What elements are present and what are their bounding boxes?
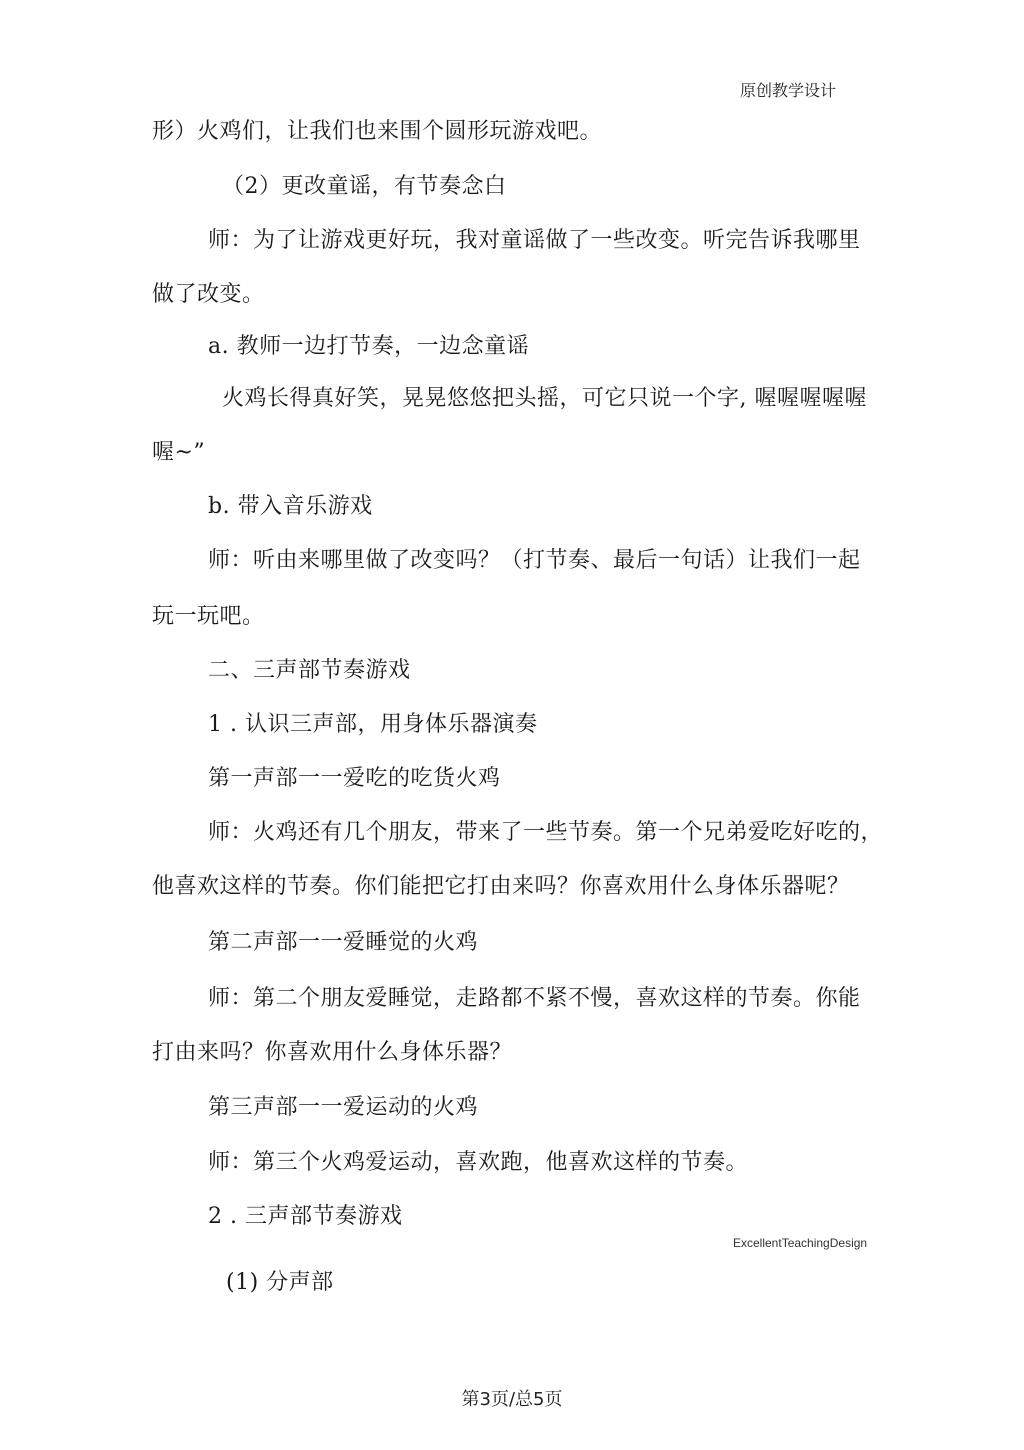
text-line: 师：为了让游戏更好玩，我对童谣做了一些改变。听完告诉我哪里 xyxy=(208,228,861,253)
header-label: 原创教学设计 xyxy=(740,81,837,100)
text-line: 喔~” xyxy=(152,440,206,465)
footer-tag: ExcellentTeachingDesign xyxy=(733,1236,868,1250)
text-line: 师：火鸡还有几个朋友，带来了一些节奏。第一个兄弟爱吃好吃的， xyxy=(208,820,884,845)
subsection-heading: 2 . 三声部节奏游戏 xyxy=(208,1204,403,1229)
text-line: （2）更改童谣，有节奏念白 xyxy=(222,174,507,199)
text-line: 第二声部一一爱睡觉的火鸡 xyxy=(208,930,479,955)
text-line: 玩一玩吧。 xyxy=(152,604,265,629)
text-line: 做了改变。 xyxy=(152,282,265,307)
text-line: 火鸡长得真好笑，晃晃悠悠把头摇，可它只说一个字, 喔喔喔喔喔 xyxy=(222,386,867,411)
text-line: a. 教师一边打节奏，一边念童谣 xyxy=(208,334,530,359)
text-line: 师：第三个火鸡爱运动，喜欢跑，他喜欢这样的节奏。 xyxy=(208,1150,749,1175)
text-line: 师：听由来哪里做了改变吗？（打节奏、最后一句话）让我们一起 xyxy=(208,548,861,573)
text-line: 打由来吗？你喜欢用什么身体乐器？ xyxy=(152,1040,513,1065)
text-line: 第一声部一一爱吃的吃货火鸡 xyxy=(208,766,501,791)
text-line: b. 带入音乐游戏 xyxy=(208,494,373,519)
text-line: 形）火鸡们，让我们也来围个圆形玩游戏吧。 xyxy=(152,119,603,144)
text-line: 师：第二个朋友爱睡觉，走路都不紧不慢，喜欢这样的节奏。你能 xyxy=(208,986,861,1011)
section-heading: 二、三声部节奏游戏 xyxy=(208,658,411,683)
subsection-heading: 1 . 认识三声部，用身体乐器演奏 xyxy=(208,712,538,737)
text-line: 第三声部一一爱运动的火鸡 xyxy=(208,1095,479,1120)
text-line: (1) 分声部 xyxy=(226,1270,334,1295)
text-line: 他喜欢这样的节奏。你们能把它打由来吗？你喜欢用什么身体乐器呢？ xyxy=(152,874,850,899)
page-number: 第3页/总5页 xyxy=(461,1389,563,1410)
